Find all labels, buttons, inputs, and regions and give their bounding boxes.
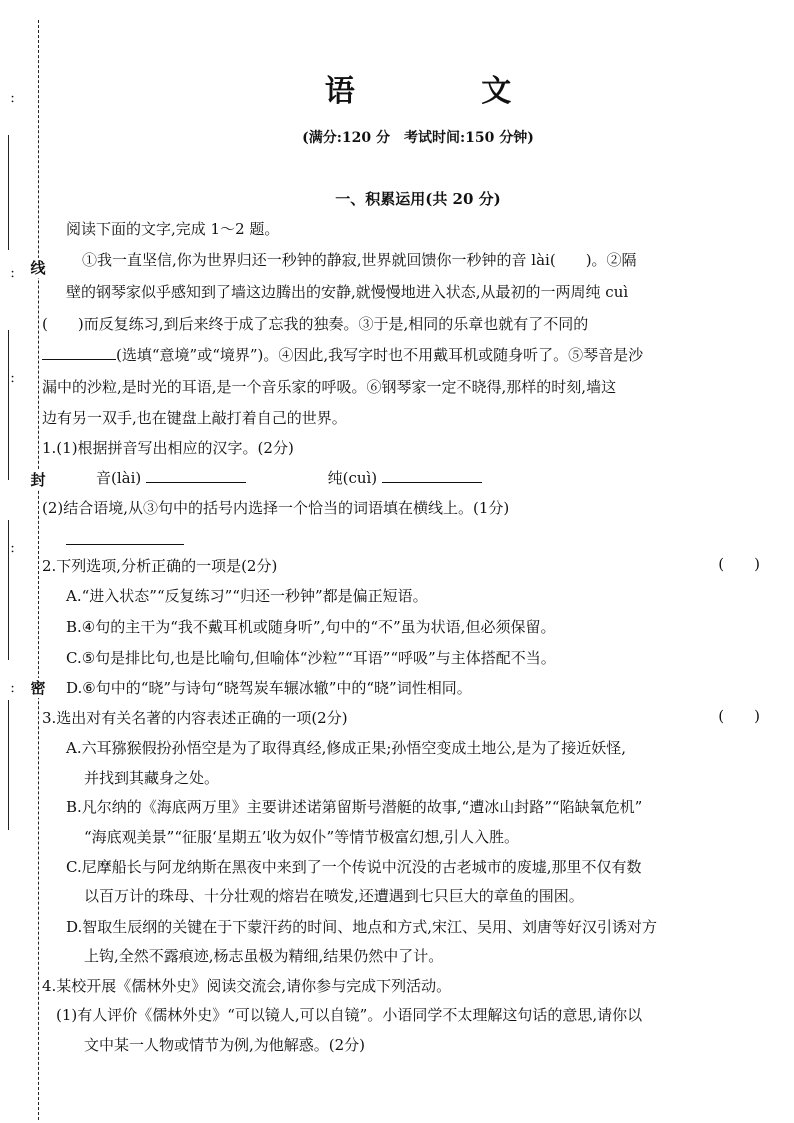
name-fill-line	[8, 135, 9, 250]
question-1-stem: 1.(1)根据拼音写出相应的汉字。(2分)	[42, 439, 294, 457]
blank-line[interactable]	[42, 359, 116, 360]
answer-row	[96, 468, 482, 488]
answer-a-label: 音(lài)	[96, 469, 142, 487]
answer-b-label: 纯(cuì)	[327, 469, 378, 487]
binding-mark-feng: 封	[28, 470, 48, 490]
option-d: D.⑥句中的“晓”与诗句“晓驾炭车辗冰辙”中的“晓”词性相同。	[66, 679, 472, 697]
binding-colon: ：	[10, 267, 21, 280]
question-3-stem: 3.选出对有关名著的内容表述正确的一项(2分)	[42, 709, 348, 727]
binding-line	[38, 20, 39, 1120]
option-a: A.“进入状态”“反复练习”“归还一秒钟”都是偏正短语。	[66, 587, 428, 605]
passage-line-text: (选填“意境”或“境界”)。④因此,我写字时也不用戴耳机或随身听了。⑤琴音是沙	[116, 346, 644, 364]
binding-mark-xian: 线	[28, 258, 48, 278]
passage-line: ①我一直坚信,你为世界归还一秒钟的静寂,世界就回馈你一秒钟的音 lài( )。②隔	[82, 251, 637, 269]
question-4-sub1-cont: 文中某一人物或情节为例,为他解惑。(2分)	[84, 1036, 366, 1054]
option-c-cont: 以百万计的珠母、十分壮观的熔岩在喷发,还遭遇到七只巨大的章鱼的围困。	[84, 887, 584, 905]
passage-line	[42, 345, 643, 365]
binding-colon: ：	[10, 542, 21, 555]
option-a-cont: 并找到其藏身之处。	[84, 769, 220, 787]
class-fill-line	[8, 330, 9, 480]
binding-colon: ：	[10, 372, 21, 385]
option-b: B.④句的主干为“我不戴耳机或随身听”,句中的“不”虽为状语,但必须保留。	[66, 618, 556, 636]
option-c: C.⑤句是排比句,也是比喻句,但喻体“沙粒”“耳语”“呼吸”与主体搭配不当。	[66, 649, 556, 667]
binding-colon: ：	[10, 682, 21, 695]
option-b-cont: “海底观美景”“征服‘星期五’收为奴仆”等情节极富幻想,引人入胜。	[84, 828, 519, 846]
option-d: D.智取生辰纲的关键在于下蒙汗药的时间、地点和方式,宋江、吴用、刘唐等好汉引诱对方	[66, 918, 658, 936]
question-2-stem: 2.下列选项,分析正确的一项是(2分)	[42, 557, 278, 575]
section-heading: 一、积累运用(共 20 分)	[335, 190, 501, 208]
passage-line: 壁的钢琴家似乎感知到了墙这边腾出的安静,就慢慢地进入状态,从最初的一两周纯 cuì	[66, 283, 629, 301]
exam-info: (满分:120 分 考试时间:150 分钟)	[302, 130, 534, 146]
option-d-cont: 上钩,全然不露痕迹,杨志虽极为精细,结果仍然中了计。	[84, 947, 444, 965]
page-title: 语 文	[324, 74, 570, 109]
answer-parentheses[interactable]: ( )	[718, 555, 760, 573]
answer-b-blank[interactable]	[382, 482, 482, 483]
school-fill-line	[8, 520, 9, 660]
question-4-stem: 4.某校开展《儒林外史》阅读交流会,请你参与完成下列活动。	[42, 977, 452, 995]
option-a: A.六耳猕猴假扮孙悟空是为了取得真经,修成正果;孙悟空变成土地公,是为了接近妖怪,	[66, 739, 626, 757]
option-b: B.凡尔纳的《海底两万里》主要讲述诺第留斯号潜艇的故事,“遭冰山封路”“陷缺氧危机”	[66, 798, 643, 816]
answer-blank[interactable]	[66, 544, 184, 545]
passage-line: ( )而反复练习,到后来终于成了忘我的独奏。③于是,相同的乐章也就有了不同的	[42, 315, 589, 333]
answer-row	[66, 530, 184, 550]
answer-a-blank[interactable]	[146, 482, 246, 483]
option-c: C.尼摩船长与阿龙纳斯在黑夜中来到了一个传说中沉没的古老城市的废墟,那里不仅有数	[66, 858, 642, 876]
binding-mark-mi: 密	[28, 678, 48, 698]
binding-colon: ：	[10, 92, 21, 105]
answer-parentheses[interactable]: ( )	[718, 707, 760, 725]
question-1-sub2: (2)结合语境,从③句中的括号内选择一个恰当的词语填在横线上。(1分)	[42, 499, 510, 517]
question-4-sub1: (1)有人评价《儒林外史》“可以镜人,可以自镜”。小语同学不太理解这句话的意思,请你以	[56, 1006, 643, 1024]
passage-line: 边有另一双手,也在键盘上敲打着自己的世界。	[42, 409, 347, 427]
id-fill-line	[8, 700, 9, 830]
passage-line: 漏中的沙粒,是时光的耳语,是一个音乐家的呼吸。⑥钢琴家一定不晓得,那样的时刻,墙这	[42, 378, 617, 396]
binding-margin	[0, 0, 44, 1123]
reading-instruction: 阅读下面的文字,完成 1～2 题。	[66, 220, 280, 238]
